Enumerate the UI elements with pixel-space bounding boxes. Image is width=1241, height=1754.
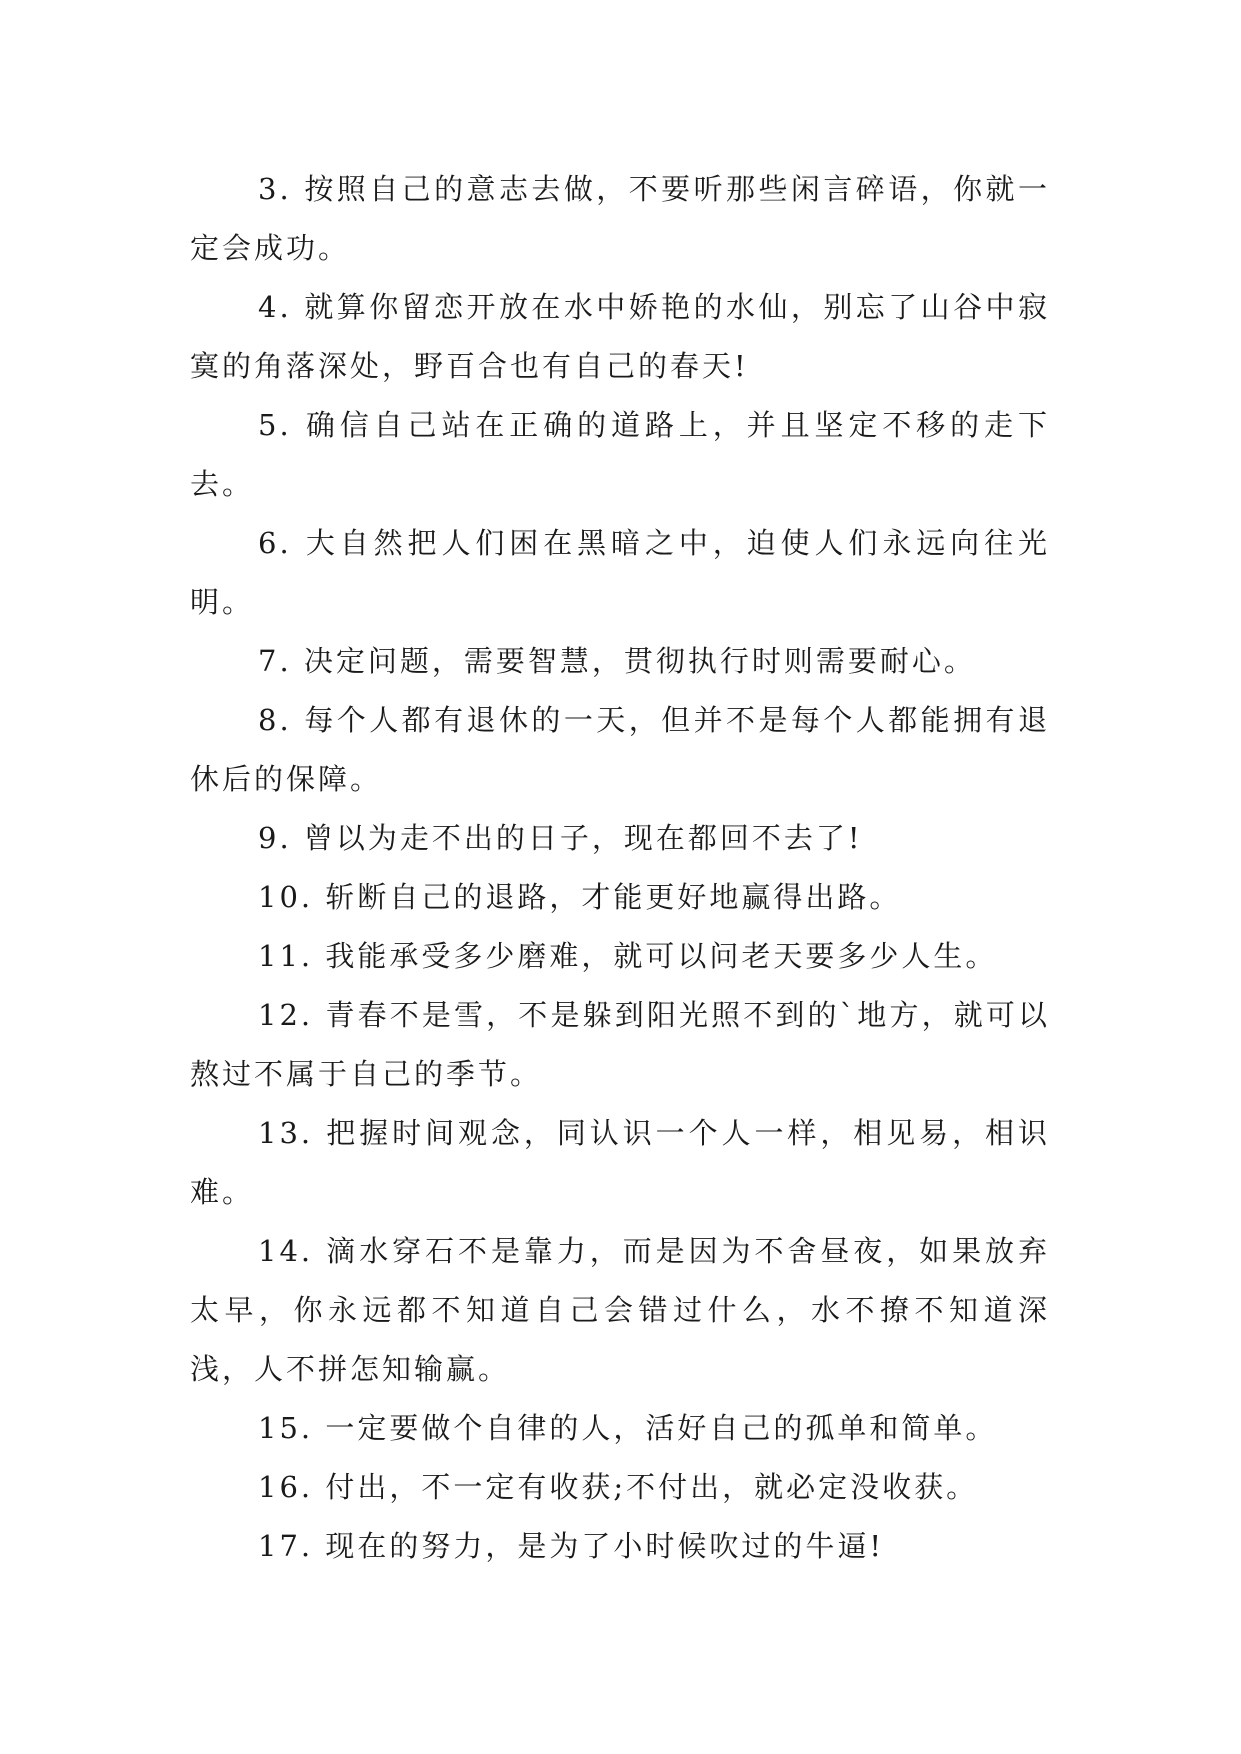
item-text: 青春不是雪，不是躲到阳光照不到的`地方，就可以熬过不属于自己的季节。 [190, 998, 1050, 1091]
list-item [190, 514, 1050, 632]
item-text: 我能承受多少磨难，就可以问老天要多少人生。 [325, 939, 998, 973]
item-number: 6. [258, 526, 292, 560]
item-number: 5. [258, 408, 292, 442]
item-text: 斩断自己的退路，才能更好地赢得出路。 [325, 880, 902, 914]
list-item [190, 1517, 1050, 1576]
list-item [190, 632, 1050, 691]
list-item [190, 1458, 1050, 1517]
item-number: 17. [258, 1529, 314, 1563]
list-item [190, 927, 1050, 986]
item-number: 9. [258, 821, 292, 855]
item-number: 12. [258, 998, 314, 1032]
item-text: 滴水穿石不是靠力，而是因为不舍昼夜，如果放弃太早，你永远都不知道自己会错过什么，水不撩不知道深浅，人不拼怎知输赢。 [190, 1234, 1051, 1386]
list-item [190, 1399, 1050, 1458]
list-item [190, 278, 1050, 396]
item-number: 15. [258, 1411, 314, 1445]
list-item [190, 868, 1050, 927]
list-item [190, 160, 1050, 278]
item-text: 按照自己的意志去做，不要听那些闲言碎语，你就一定会成功。 [190, 172, 1050, 265]
list-item [190, 396, 1050, 514]
list-item [190, 986, 1050, 1104]
item-text: 决定问题，需要智慧，贯彻执行时则需要耐心。 [303, 644, 976, 678]
item-text: 现在的努力，是为了小时候吹过的牛逼! [325, 1529, 884, 1563]
item-text: 大自然把人们困在黑暗之中，迫使人们永远向往光明。 [190, 526, 1050, 619]
document-body [190, 160, 1050, 1576]
item-number: 4. [258, 290, 292, 324]
item-text: 每个人都有退休的一天，但并不是每个人都能拥有退休后的保障。 [190, 703, 1050, 796]
list-item [190, 691, 1050, 809]
item-text: 确信自己站在正确的道路上，并且坚定不移的走下去。 [190, 408, 1050, 501]
item-number: 14. [258, 1234, 314, 1268]
item-text: 付出，不一定有收获;不付出，就必定没收获。 [325, 1470, 979, 1504]
item-number: 10. [258, 880, 314, 914]
item-number: 3. [258, 172, 292, 206]
item-number: 13. [258, 1116, 314, 1150]
item-text: 曾以为走不出的日子，现在都回不去了! [303, 821, 863, 855]
list-item [190, 1222, 1050, 1399]
item-text: 把握时间观念，同认识一个人一样，相见易，相识难。 [190, 1116, 1051, 1209]
item-text: 一定要做个自律的人，活好自己的孤单和简单。 [325, 1411, 998, 1445]
list-item [190, 1104, 1050, 1222]
item-number: 16. [258, 1470, 314, 1504]
item-number: 8. [258, 703, 292, 737]
item-number: 11. [258, 939, 314, 973]
list-item [190, 809, 1050, 868]
item-number: 7. [258, 644, 292, 678]
item-text: 就算你留恋开放在水中娇艳的水仙，别忘了山谷中寂寞的角落深处，野百合也有自己的春天! [190, 290, 1050, 383]
